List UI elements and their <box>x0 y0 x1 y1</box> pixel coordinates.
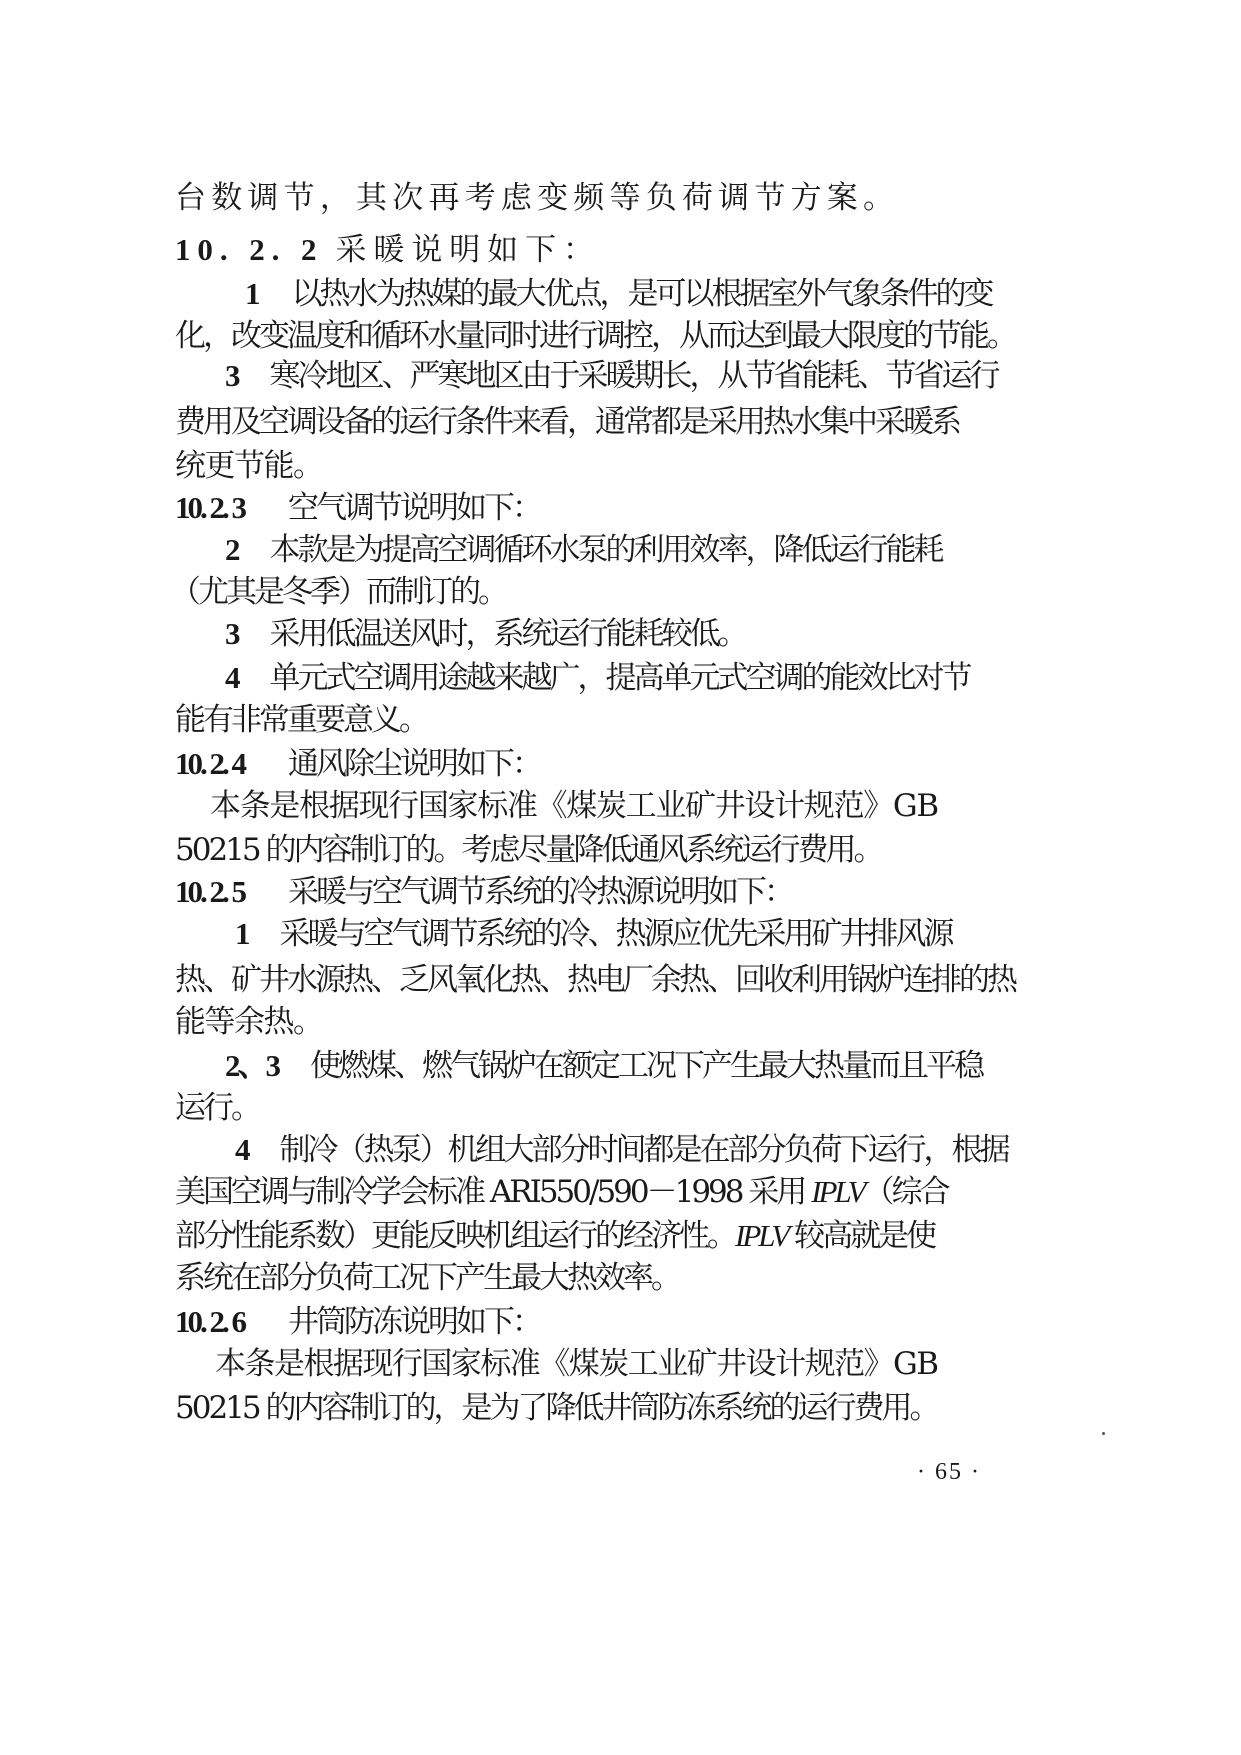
text-line <box>175 1214 934 1258</box>
text-line <box>225 1044 982 1088</box>
text-line <box>215 1342 938 1386</box>
line-text: 以热水为热媒的最大优点，是可以根据室外气象条件的变 <box>291 276 992 312</box>
text-line <box>225 528 942 572</box>
text-line <box>175 958 1015 1002</box>
line-text: 费用及空调设备的运行条件来看，通常都是采用热水集中采暖系 <box>175 404 959 440</box>
clause-number: 2、3 <box>225 1048 278 1083</box>
text-line <box>175 486 540 530</box>
line-text: （尤其是冬季）而制订的。 <box>170 574 506 610</box>
text-line <box>175 742 540 786</box>
text-line <box>175 1170 948 1214</box>
text-line <box>175 1086 259 1130</box>
line-text: 采暖与空气调节系统的冷、热源应优先采用矿井排风源 <box>279 916 952 952</box>
line-text: 采暖说明如下： <box>335 232 601 268</box>
speck-mark <box>1102 1432 1105 1435</box>
line-text: 美国空调与制冷学会标准 ARI550/590－1998 采用 <box>175 1174 812 1210</box>
line-text: 采用低温送风时，系统运行能耗较低。 <box>269 616 746 652</box>
line-text-tail: （综合 <box>863 1174 948 1210</box>
line-text: 统更节能。 <box>175 448 323 484</box>
clause-number: 4 <box>225 660 238 695</box>
clause-number: 10. 2. 6 <box>175 1304 244 1339</box>
text-line <box>235 912 952 956</box>
text-line <box>225 354 998 398</box>
clause-number: 10. 2. 2 <box>175 232 324 267</box>
text-line <box>175 698 427 742</box>
clause-number: 2 <box>225 532 238 567</box>
line-text: 通风除尘说明如下： <box>288 746 540 782</box>
text-line <box>175 400 959 444</box>
clause-number: 1 <box>235 916 248 951</box>
text-line <box>175 1000 323 1044</box>
clause-number: 10. 2. 3 <box>175 490 244 525</box>
text-line <box>245 272 992 316</box>
line-text: 本款是为提高空调循环水泵的利用效率，降低运行能耗 <box>269 532 942 568</box>
text-line <box>175 1256 679 1300</box>
clause-number: 10. 2. 4 <box>175 746 244 781</box>
line-text: 采暖与空气调节系统的冷热源说明如下： <box>288 874 792 910</box>
line-text: 运行。 <box>175 1090 259 1126</box>
line-text: 系统在部分负荷工况下产生最大热效率。 <box>175 1260 679 1296</box>
line-text: 50215 的内容制订的。考虑尽量降低通风系统运行费用。 <box>175 832 882 868</box>
line-text: 能等余热。 <box>175 1004 323 1040</box>
text-line <box>175 444 323 488</box>
line-text: 寒冷地区、严寒地区由于采暖期长，从节省能耗、节省运行 <box>269 358 998 394</box>
line-text: 本条是根据现行国家标准《煤炭工业矿井设计规范》GB <box>210 788 938 824</box>
line-text: 制冷（热泵）机组大部分时间都是在部分负荷下运行，根据 <box>279 1132 1008 1168</box>
page-number: · 65 · <box>917 1459 981 1485</box>
text-line <box>175 1386 937 1430</box>
italic-term: IPLV <box>735 1218 788 1253</box>
line-text: 空气调节说明如下： <box>288 490 540 526</box>
clause-number: 1 <box>245 276 258 311</box>
text-line <box>175 314 1015 358</box>
line-text: 热、矿井水源热、乏风氧化热、热电厂余热、回收利用锅炉连排的热 <box>175 962 1015 998</box>
clause-number: 10. 2. 5 <box>175 874 244 909</box>
line-text: 台数调节，其次再考虑变频等负荷调节方案。 <box>175 180 900 216</box>
line-text: 本条是根据现行国家标准《煤炭工业矿井设计规范》GB <box>215 1346 938 1382</box>
line-text: 部分性能系数）更能反映机组运行的经济性。 <box>175 1218 735 1254</box>
text-line <box>175 870 792 914</box>
line-text: 能有非常重要意义。 <box>175 702 427 738</box>
text-line <box>210 784 938 828</box>
clause-number: 3 <box>225 358 238 393</box>
text-line <box>225 656 970 700</box>
clause-number: 4 <box>235 1132 248 1167</box>
text-line <box>225 612 746 656</box>
line-text-tail: 较高就是使 <box>787 1218 935 1254</box>
clause-number: 3 <box>225 616 238 651</box>
line-text: 井筒防冻说明如下： <box>288 1304 540 1340</box>
text-line <box>175 176 899 220</box>
text-line <box>175 828 881 872</box>
text-line <box>235 1128 1008 1172</box>
italic-term: IPLV <box>811 1174 864 1209</box>
text-line <box>175 1300 540 1344</box>
line-text: 化，改变温度和循环水量同时进行调控，从而达到最大限度的节能。 <box>175 318 1015 354</box>
line-text: 使燃煤、燃气锅炉在额定工况下产生最大热量而且平稳 <box>310 1048 982 1084</box>
text-line <box>170 570 506 614</box>
line-text: 单元式空调用途越来越广，提高单元式空调的能效比对节 <box>269 660 970 696</box>
text-line <box>175 228 601 272</box>
line-text: 50215 的内容制订的，是为了降低井筒防冻系统的运行费用。 <box>175 1390 938 1426</box>
